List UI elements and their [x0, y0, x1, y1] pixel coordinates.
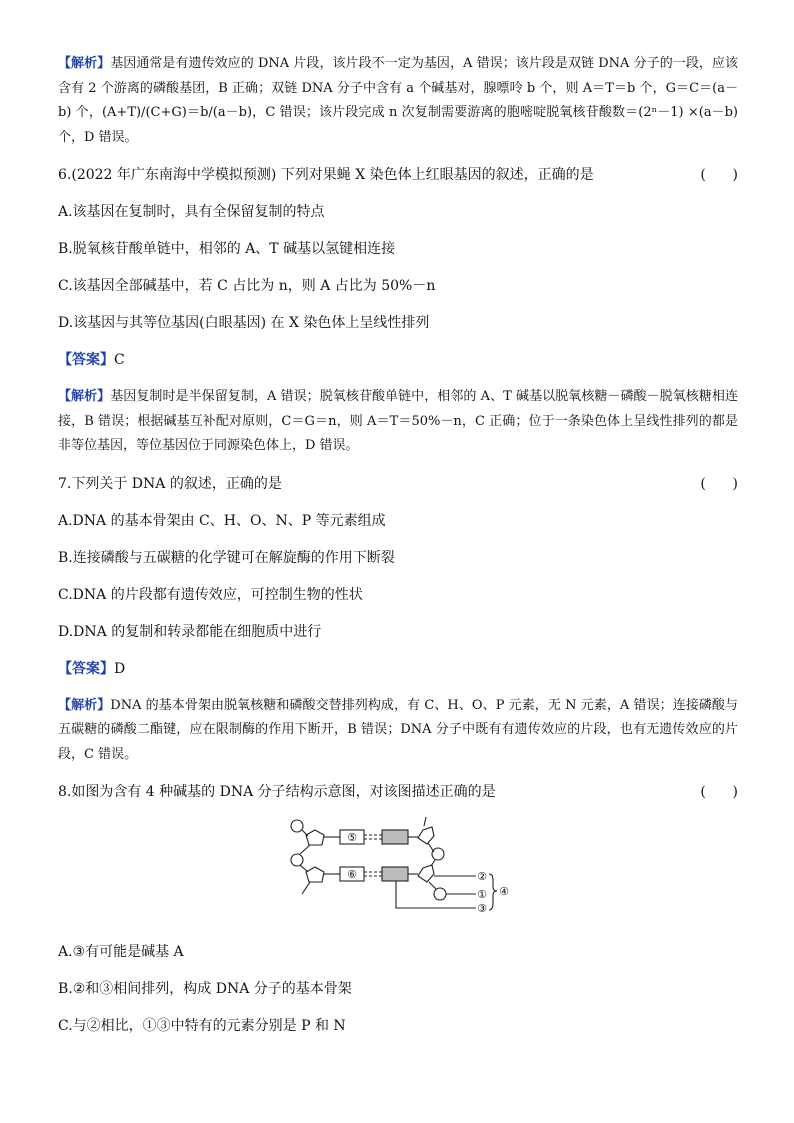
- option-b: B.连接磷酸与五碳糖的化学键可在解旋酶的作用下断裂: [58, 549, 395, 566]
- dna-structure-figure: [58, 814, 738, 922]
- question-8-text: 8.如图为含有 4 种碱基的 DNA 分子结构示意图，对该图描述正确的是: [58, 784, 496, 800]
- option-d: D.DNA 的复制和转录都能在细胞质中进行: [58, 623, 322, 640]
- option-a: A.该基因在复制时，具有全保留复制的特点: [58, 204, 325, 220]
- option-d: D.该基因与其等位基因(白眼基因) 在 X 染色体上呈线性排列: [58, 315, 430, 331]
- answer-line-q7: [58, 659, 738, 679]
- label-five: ⑤: [347, 831, 357, 844]
- label-one: ①: [477, 888, 487, 901]
- option-c: C.该基因全部碱基中，若 C 占比为 n，则 A 占比为 50%－n: [58, 278, 436, 294]
- label-six: ⑥: [347, 868, 357, 881]
- option-b: B.②和③相间排列，构成 DNA 分子的基本骨架: [58, 981, 352, 997]
- question-6-stem: [58, 165, 738, 185]
- question-8-stem: [58, 782, 738, 802]
- answer-tag: 【答案】: [58, 660, 114, 677]
- label-three: ③: [477, 902, 487, 915]
- phosphate-circle: [432, 848, 444, 860]
- label-two: ②: [477, 870, 487, 883]
- deoxyribose-pentagon: [418, 827, 434, 844]
- phosphate-circle: [291, 820, 303, 832]
- analysis-text: 基因复制时是半保留复制，A 错误；脱氧核苷酸单链中，相邻的 A、T 碱基以脱氧核糖－磷酸－脱氧核糖相连接，B 错误；根据碱基互补配对原则，C＝G＝n，则 A＝T＝50%－n，C 正确；位于一条染色体上呈线性排列的都是非等位基因，等位基因位于同源染色体上，D 错误。: [58, 389, 738, 453]
- bond-line: [302, 830, 308, 836]
- analysis-block-q5: [58, 52, 738, 150]
- phosphate-circle: [434, 888, 446, 900]
- analysis-tag: 【解析】: [58, 56, 111, 71]
- brace-shape: [489, 874, 497, 910]
- question-7-stem: [58, 474, 738, 494]
- bond-line: [429, 882, 436, 889]
- deoxyribose-pentagon: [306, 830, 324, 845]
- question-7-text: 7.下列关于 DNA 的叙述，正确的是: [58, 475, 282, 492]
- answer-tag: 【答案】: [58, 352, 114, 368]
- bond-line: [302, 882, 310, 894]
- answer-value: C: [114, 352, 125, 368]
- label-four: ④: [499, 885, 509, 898]
- dna-diagram: [284, 814, 514, 922]
- answer-bracket: ( ): [700, 475, 738, 492]
- option-a: A.③有可能是碱基 A: [58, 944, 184, 960]
- bond-line: [424, 817, 426, 826]
- deoxyribose-pentagon: [306, 867, 324, 882]
- answer-bracket: ( ): [700, 784, 738, 800]
- option-c: C.DNA 的片段都有遗传效应，可控制生物的性状: [58, 586, 363, 603]
- answer-line-q6: [58, 350, 738, 370]
- analysis-tag: 【解析】: [58, 389, 111, 404]
- answer-value: D: [114, 660, 126, 677]
- analysis-text: DNA 的基本骨架由脱氧核糖和磷酸交替排列构成，有 C、H、O、P 元素，无 N 元素，A 错误；连接磷酸与五碳糖的磷酸二酯键，应在限制酶的作用下断开，B 错误；DNA 分子中既有有遗传效应的片段，也有无遗传效应的片段，C 错误。: [58, 697, 738, 762]
- option-c: C.与②相比，①③中特有的元素分别是 P 和 N: [58, 1018, 346, 1034]
- analysis-block-q6: [58, 385, 738, 459]
- phosphate-circle: [291, 854, 303, 866]
- question-6-text: 6.(2022 年广东南海中学模拟预测) 下列对果蝇 X 染色体上红眼基因的叙述，正确的是: [58, 167, 594, 183]
- analysis-tag: 【解析】: [58, 697, 111, 713]
- option-a: A.DNA 的基本骨架由 C、H、O、N、P 等元素组成: [58, 512, 386, 529]
- hydrogen-bonds: [364, 835, 382, 876]
- deoxyribose-pentagon: [418, 865, 434, 882]
- answer-bracket: ( ): [700, 167, 738, 183]
- option-b: B.脱氧核苷酸单链中，相邻的 A、T 碱基以氢键相连接: [58, 241, 396, 257]
- analysis-text: 基因通常是有遗传效应的 DNA 片段，该片段不一定为基因，A 错误；该片段是双链 DNA 分子的一段，应该含有 2 个游离的磷酸基团，B 正确；双链 DNA 分子中含有 a 个碱基对，腺嘌呤 b 个，则 A＝T＝b 个，G＝C＝(a－b) 个，(A+T)/(C+G)＝b/(a－b)，C 错误；该片段完成 n 次复制需要游离的胞嘧啶脱氧核苷酸数＝(2ⁿ－1) ×(a－b) 个，D 错误。: [58, 56, 738, 145]
- bond-line: [300, 845, 310, 854]
- document-page: [58, 52, 738, 1036]
- base-rect-shaded: [382, 867, 408, 881]
- analysis-block-q7: [58, 694, 738, 768]
- base-rect-shaded: [382, 830, 408, 844]
